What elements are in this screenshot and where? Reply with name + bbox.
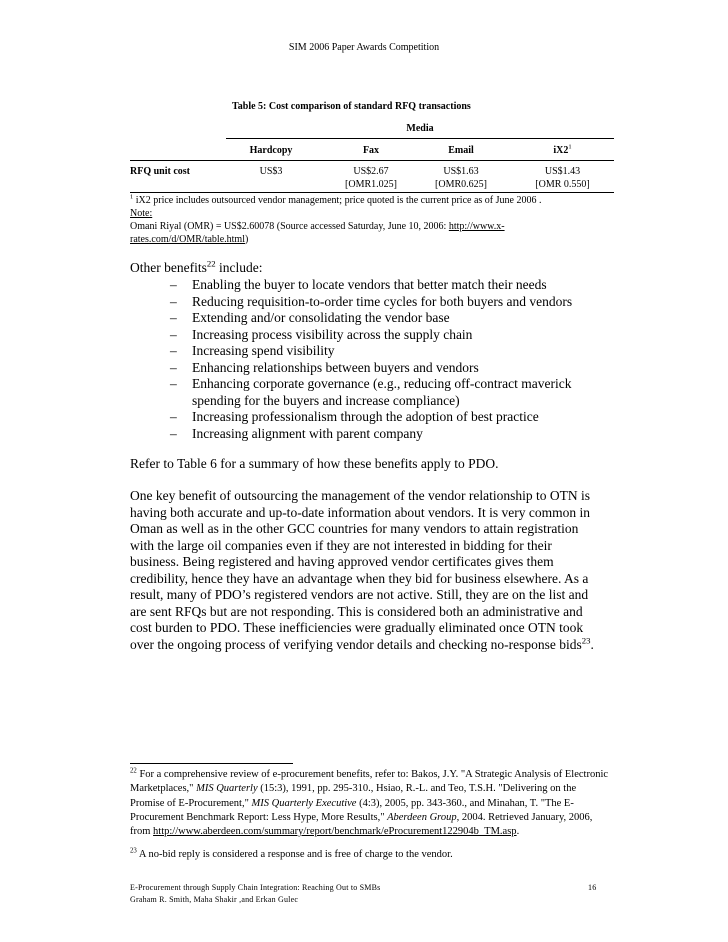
list-item: – Increasing professionalism through the adoption of best practice (170, 409, 539, 424)
footnote-22: $^{22}$ For a comprehensive review of e-procurement benefits, refer to: Bakos, J.Y. "A Strategic Analysis of Electronic Marketplaces," MIS Quarterly (15:3), 1991, pp. 295-310., Hsiao, R.-L. and Teo, T.S.H. "Delivering on the Promise of E-Procurement," MIS Quarterly Executive (4:3), 2005, pp. 343-360., and Minahan, T. "The E-Procurement Benchmark Report: Less Hype, More Results," Aberdeen Group, 2004. Retrieved January, 2006, from http://www.aberdeen.com/summary/report/benchmark/eProcurement122904b_TM.asp. (130, 767, 609, 838)
list-item: – Increasing alignment with parent company (170, 425, 423, 441)
table-col-hardcopy: Hardcopy (249, 145, 293, 156)
footer-authors: Graham R. Smith, Maha Shakir ,and Erkan Gulec (130, 895, 299, 904)
table-note-2-cont: rates.com/d/OMR/table.html) (130, 234, 249, 245)
footnote-link[interactable]: http://www.aberdeen.com/summary/report/benchmark/eProcurement122904b_TM.asp (153, 826, 517, 838)
page-number: 16 (588, 883, 597, 892)
table-rule-group (226, 138, 614, 139)
list-item: – Increasing process visibility across the supply chain (170, 326, 473, 342)
table-rule-header (130, 160, 614, 161)
paragraph-refer: Refer to Table 6 for a summary of how these benefits apply to PDO. (130, 456, 499, 471)
list-item: – Enhancing relationships between buyers and vendors (170, 359, 479, 375)
list-item: – Reducing requisition-to-order time cycles for both buyers and vendors (170, 293, 573, 309)
table-rule-bottom (130, 192, 614, 193)
footnote-23: $^{23}$ A no-bid reply is considered a response and is free of charge to the vendor. (130, 847, 453, 860)
benefits-list (170, 277, 590, 442)
table-note-label: Note: (130, 208, 153, 219)
list-item: – Increasing spend visibility (170, 343, 335, 358)
table-group-header: Media (406, 123, 434, 134)
table-caption: Table 5: Cost comparison of standard RFQ transactions (232, 101, 471, 112)
table-cell-email: US$1.63 [OMR0.625] (435, 166, 487, 190)
list-item: – Enabling the buyer to locate vendors that better match their needs (170, 277, 547, 292)
footer-title: E-Procurement through Supply Chain Integration: Reaching Out to SMBs (130, 883, 381, 892)
benefits-intro: Other benefits$^{22}$ include: (130, 258, 263, 275)
table-col-ix2: $iX2^1$ (553, 143, 572, 156)
footnote-separator (130, 763, 293, 764)
list-item: – Enhancing corporate governance (e.g., reducing off-contract maverick spending for the buyers and increase compliance) (170, 376, 572, 408)
table-col-email: Email (448, 145, 474, 156)
list-item: – Extending and/or consolidating the vendor base (170, 310, 450, 325)
table-note-1: $^1$ iX2 price includes outsourced vendor management; price quoted is the current price as of June 2006 . (130, 193, 542, 206)
table-cell-ix2: US$1.43 [OMR 0.550] (535, 166, 590, 190)
table-col-fax: Fax (362, 145, 380, 156)
running-header: SIM 2006 Paper Awards Competition (288, 42, 440, 53)
table-note-2: Omani Riyal (OMR) = US$2.60078 (Source accessed Saturday, June 10, 2006: http://www.x- (130, 221, 505, 232)
table-cell-fax: US$2.67 [OMR1.025] (345, 166, 397, 190)
table-note-link-cont[interactable]: rates.com/d/OMR/table.html (130, 234, 245, 245)
table-cell-hardcopy: US$3 (259, 166, 283, 177)
table-row-label: RFQ unit cost (130, 166, 190, 177)
paragraph-main: One key benefit of outsourcing the management of the vendor relationship to OTN is having both accurate and up-to-date information about vendors. It is very common in Oman as well as in the other GCC countries for many vendors to attain registration with the large oil companies even if they are not interested in bidding for their business. Being registered and having approved vendor certificates gives them credibility, hence they have an advantage when they bid for business elsewhere. As a result, many of PDO’s registered vendors are not active. Still, they are on the list and are sent RFQs but are not responding. This is considered both an administrative and cost burden to PDO. These inefficiencies were gradually eliminated once OTN took over the ongoing process of verifying vendor details and checking no-response bids$^{23}$. (130, 488, 594, 652)
table-note-link[interactable]: http://www.x- (448, 221, 505, 232)
